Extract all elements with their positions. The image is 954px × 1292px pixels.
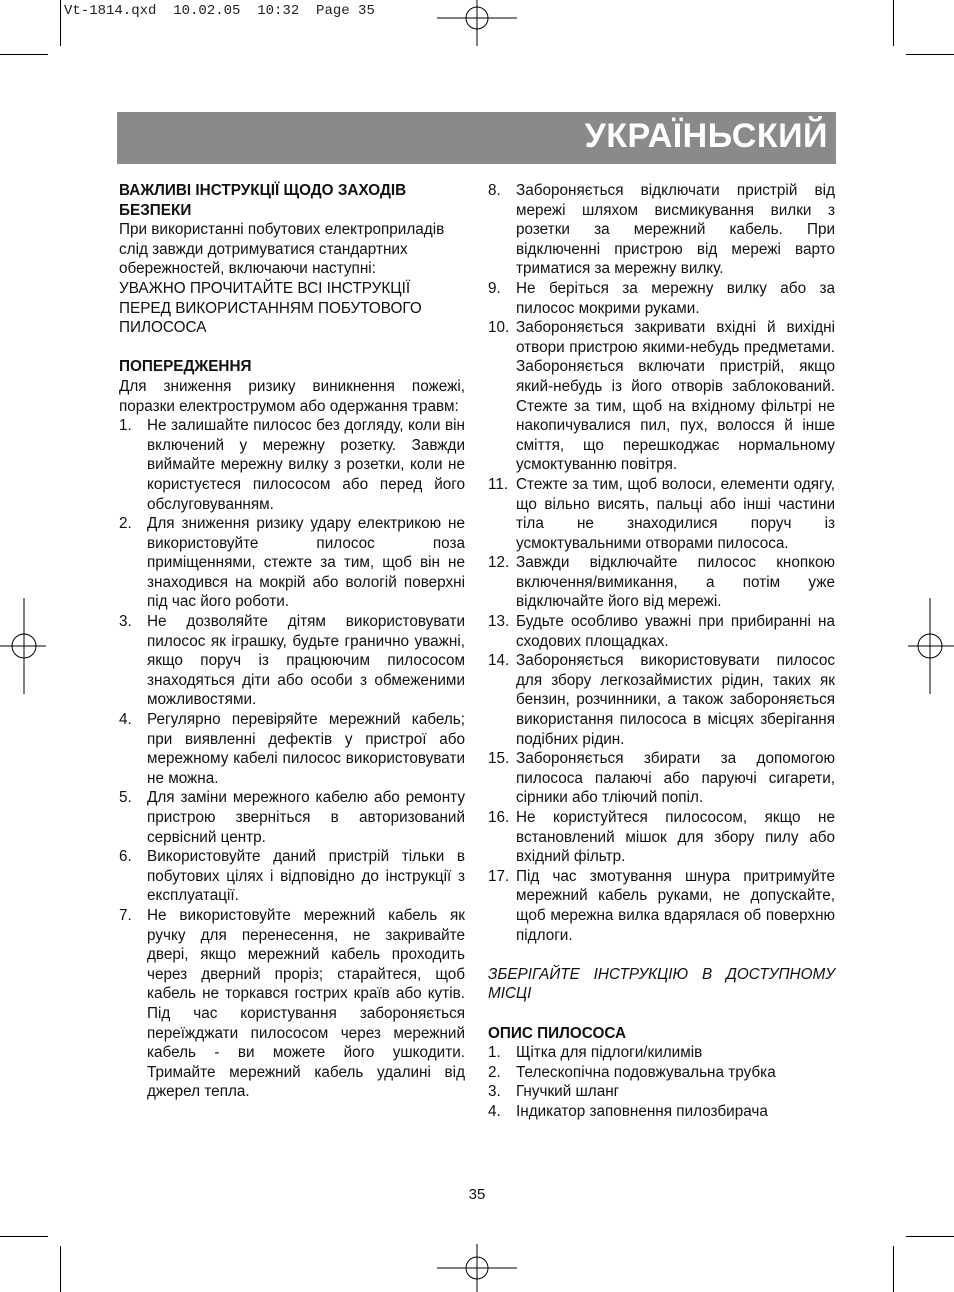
list-item (488, 1063, 835, 1083)
right-column (488, 181, 835, 1122)
list-item-text: Забороняється збирати за допомогою пилососа палаючі або паруючі сигарети, сірники або тліючий попіл. (516, 750, 835, 807)
list-item (488, 181, 835, 279)
list-item (119, 710, 465, 788)
left-column (119, 181, 465, 1102)
list-item-number: 2. (488, 1063, 501, 1081)
list-item-number: 1. (488, 1044, 501, 1062)
list-item-number: 6. (119, 848, 132, 866)
list-item (488, 279, 835, 318)
list-item-text: Щітка для підлоги/килимів (516, 1044, 703, 1062)
list-item (488, 651, 835, 749)
crop-mark (893, 0, 894, 46)
warning-list-right (488, 181, 835, 945)
list-item-number: 3. (488, 1083, 501, 1101)
crop-mark (893, 1246, 894, 1292)
list-item (119, 612, 465, 710)
warning-intro: Для зниження ризику виникнення пожежі, поразки електрострумом або одержання травм: (119, 377, 465, 415)
list-item-number: 4. (119, 711, 132, 729)
registration-mark-right (908, 598, 954, 694)
list-item-number: 4. (488, 1102, 501, 1120)
list-item-text: Не користуйтеся пилососом, якщо не встановлений мішок для збору пилу або вхідний фільтр. (516, 809, 835, 866)
warning-list-left (119, 416, 465, 1102)
list-item-number: 9. (488, 279, 501, 297)
description-list (488, 1043, 835, 1121)
crop-mark (0, 54, 48, 55)
list-item-text: Забороняється відключати пристрій від мережі шляхом висмикування вилки з розетки за мережний кабель. При відключенні пристрою від мережі варто триматися за мережну вилку. (516, 182, 835, 278)
list-item-text: Забороняється використовувати пилосос для збору легкозаймистих рідин, таких як бензин, розчинники, а також забороняється використання пилососа в місцях зберігання подібних рідин. (516, 652, 835, 748)
crop-mark (60, 1246, 61, 1292)
list-item (488, 475, 835, 553)
list-item-text: Для заміни мережного кабелю або ремонту пристрою зверніться в авторизований сервісний центр. (147, 789, 465, 846)
list-item (119, 416, 465, 514)
list-item (488, 1082, 835, 1102)
crop-mark (0, 1236, 48, 1237)
registration-mark-bottom (437, 1244, 517, 1292)
list-item-number: 17. (488, 867, 510, 885)
list-item-text: Забороняється закривати вхідні й вихідні отвори пристрою якими-небудь предметами. Забороняється включати пристрій, якщо який-небудь із його отворів заблокований. Стежте за тим, щоб на вхідному фільтрі не накопичувалися пил, пух, волосся й інше сміття, що перешкоджає нормальному усмоктуванню повітря. (516, 319, 835, 474)
list-item-text: Індикатор заповнення пилозбирача (516, 1102, 768, 1120)
registration-mark-top (437, 0, 517, 46)
list-item (119, 906, 465, 1102)
list-item-number: 1. (119, 417, 132, 435)
list-item-number: 8. (488, 182, 501, 199)
list-item (488, 867, 835, 945)
crop-mark (60, 0, 61, 46)
list-item (488, 1102, 835, 1122)
list-item (488, 318, 835, 475)
list-item-text: Стежте за тим, щоб волоси, елементи одягу, що вільно висять, пальці або інші частини тіла не знаходилися поруч із усмоктувальними отворами пилососа. (516, 475, 835, 552)
print-slug: Vt-1814.qxd 10.02.05 10:32 Page 35 (64, 3, 375, 19)
language-title-bar (117, 112, 836, 164)
list-item-text: Не дозволяйте дітям використовувати пилосос як іграшку, будьте гранично уважні, якщо поруч із працюючим пилососом знаходяться діти або особи з обмеженими можливостями. (147, 613, 465, 709)
list-item (119, 514, 465, 612)
list-item-number: 15. (488, 750, 510, 768)
list-item-text: Не використовуйте мережний кабель як ручку для перенесення, не закривайте двері, якщо мережний кабель проходить через дверний проріз; старайтеся, щоб кабель не торкався гострих країв або кутів. Під час користування забороняється переїжджати пилососом через мережний кабель - ви можете його ушкодити. Тримайте мережний кабель удалині від джерел тепла. (147, 906, 465, 1101)
crop-mark (906, 1236, 954, 1237)
language-title: УКРАЇНЬСКИЙ (584, 117, 828, 155)
list-item (488, 1043, 835, 1063)
list-item (488, 612, 835, 651)
safety-intro: При використанні побутових електроприладів слід завжди дотримуватися стандартних обережностей, включаючи наступні: (119, 221, 445, 278)
list-item-text: Під час змотування шнура притримуйте мережний кабель руками, не допускайте, щоб мережна вилка вдарялася об поверхню підлоги. (516, 867, 835, 944)
list-item-number: 5. (119, 789, 132, 807)
list-item (119, 788, 465, 847)
list-item-number: 11. (488, 475, 509, 493)
list-item-number: 16. (488, 809, 510, 826)
list-item-text: Завжди відключайте пилосос кнопкою включення/вимикання, а потім уже відключайте його від мережі. (516, 554, 835, 611)
page-number: 35 (468, 1186, 486, 1203)
list-item-text: Не беріться за мережну вилку або за пилосос мокрими руками. (516, 279, 835, 317)
description-heading: ОПИС ПИЛОСОСА (488, 1024, 627, 1042)
registration-mark-left (0, 598, 46, 694)
list-item-text: Телескопічна подовжувальна трубка (516, 1063, 776, 1081)
list-item-text: Регулярно перевіряйте мережний кабель; при виявленні дефектів у пристрої або мережному кабелі пилосос використовувати не можна. (147, 711, 465, 787)
list-item (119, 847, 465, 906)
list-item (488, 749, 835, 808)
list-item-text: Будьте особливо уважні при прибиранні на сходових площадках. (516, 613, 835, 650)
safety-heading: ВАЖЛИВІ ІНСТРУКЦІЇ ЩОДО ЗАХОДІВ БЕЗПЕКИ (119, 182, 407, 219)
list-item (488, 553, 835, 612)
list-item-number: 2. (119, 515, 132, 533)
crop-mark (906, 54, 954, 55)
warning-heading: ПОПЕРЕДЖЕННЯ (119, 358, 252, 376)
list-item-number: 14. (488, 652, 510, 670)
list-item-number: 12. (488, 554, 510, 572)
list-item (488, 808, 835, 867)
list-item-number: 3. (119, 613, 132, 631)
list-item-text: Для зниження ризику удару електрикою не використовуйте пилосос поза приміщеннями, стежте за тим, щоб він не знаходився на мокрій або вологій поверхні під час його роботи. (147, 515, 465, 611)
list-item-text: Використовуйте даний пристрій тільки в побутових цілях і відповідно до інструкції з експлуатації. (147, 848, 465, 905)
list-item-text: Не залишайте пилосос без догляду, коли він включений у мережну розетку. Завжди виймайте мережну вилку з розетки, коли не користуєтеся пилососом або перед його обслуговуванням. (147, 417, 465, 513)
list-item-number: 7. (119, 906, 132, 924)
list-item-number: 10. (488, 319, 510, 337)
list-item-text: Гнучкий шланг (516, 1083, 620, 1101)
safety-caps-note: УВАЖНО ПРОЧИТАЙТЕ ВСІ ІНСТРУКЦІЇ ПЕРЕД ВИКОРИСТАННЯМ ПОБУТОВОГО ПИЛОСОСА (119, 279, 422, 337)
list-item-number: 13. (488, 613, 510, 631)
keep-instructions-note: ЗБЕРІГАЙТЕ ІНСТРУКЦІЮ В ДОСТУПНОМУ МІСЦІ (488, 965, 835, 1003)
